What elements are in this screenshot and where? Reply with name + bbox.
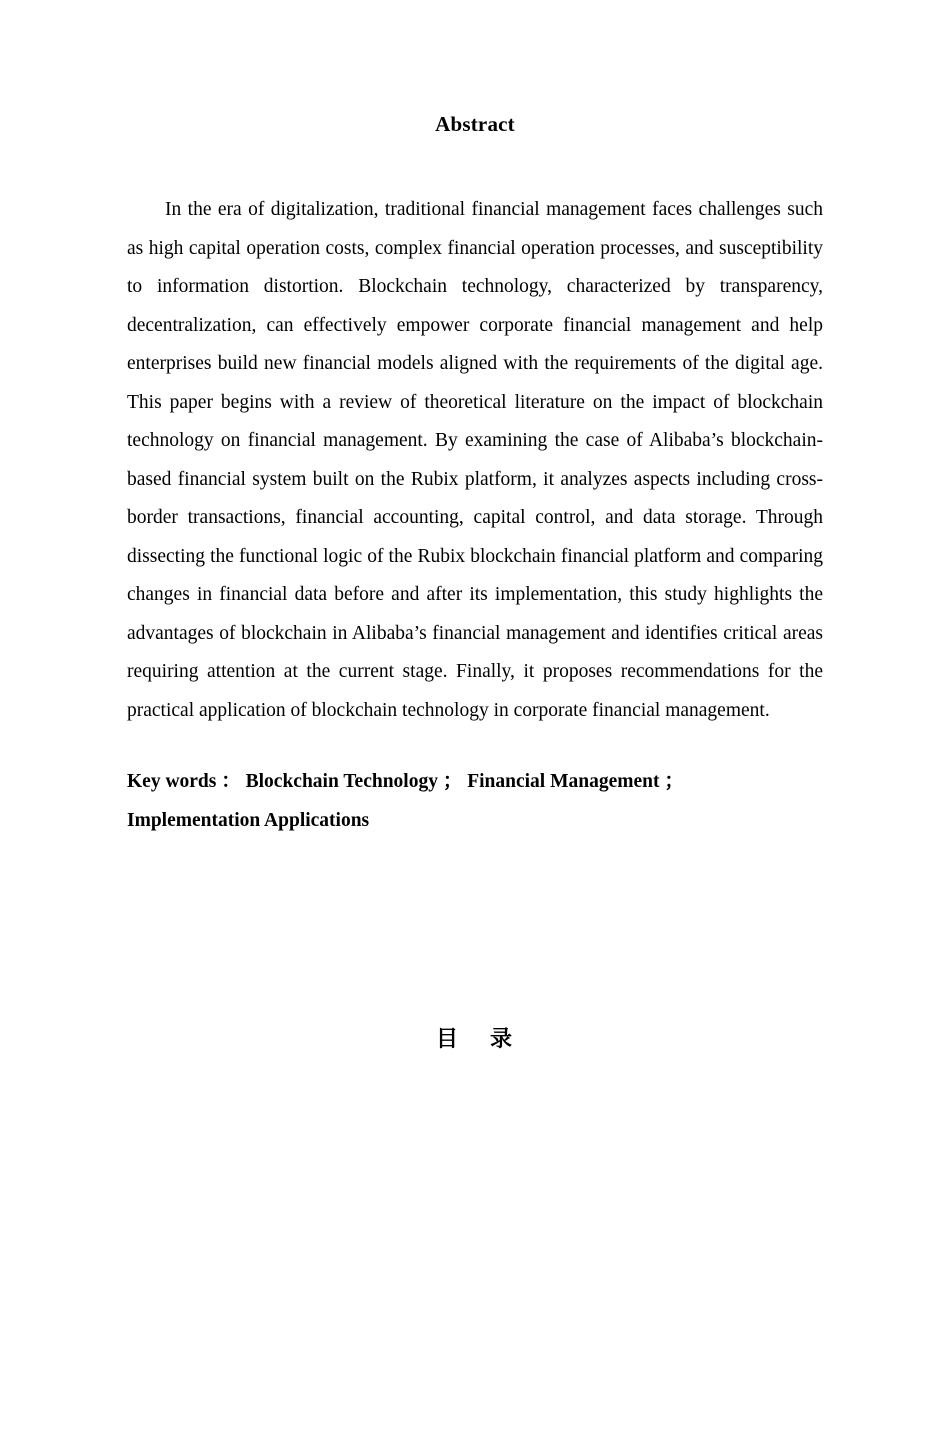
keywords-line-2: Implementation Applications [127,809,370,831]
abstract-paragraph: In the era of digitalization, traditional financial management faces challenges such as high capital operation costs, complex financial operation processes, and susceptibility to information distortion. Blockchain technology, characterized by transparency, decentralization, can effectively empower corporate financial management and help enterprises build new financial models aligned with the requirements of the digital age. This paper begins with a review of theoretical literature on the impact of blockchain technology on financial management. By examining the case of Alibaba’s blockchain-based financial system built on the Rubix platform, it analyzes aspects including cross-border transactions, financial accounting, capital control, and data storage. Through dissecting the functional logic of the Rubix blockchain financial platform and comparing changes in financial data before and after its implementation, this study highlights the advantages of blockchain in Alibaba’s financial management and identifies critical areas requiring attention at the current stage. Finally, it proposes recommendations for the practical application of blockchain technology in corporate financial management. [127,199,823,721]
abstract-heading: Abstract [435,112,515,136]
toc-heading-char-left: 目 [435,1026,460,1051]
keywords-block [127,763,823,840]
document-page [0,112,950,1456]
keywords-line-1: Key words ： Blockchain Technology ； Financial Management ； [127,771,684,792]
table-of-contents-heading [0,1022,950,1053]
toc-heading-char-right: 录 [490,1026,515,1051]
